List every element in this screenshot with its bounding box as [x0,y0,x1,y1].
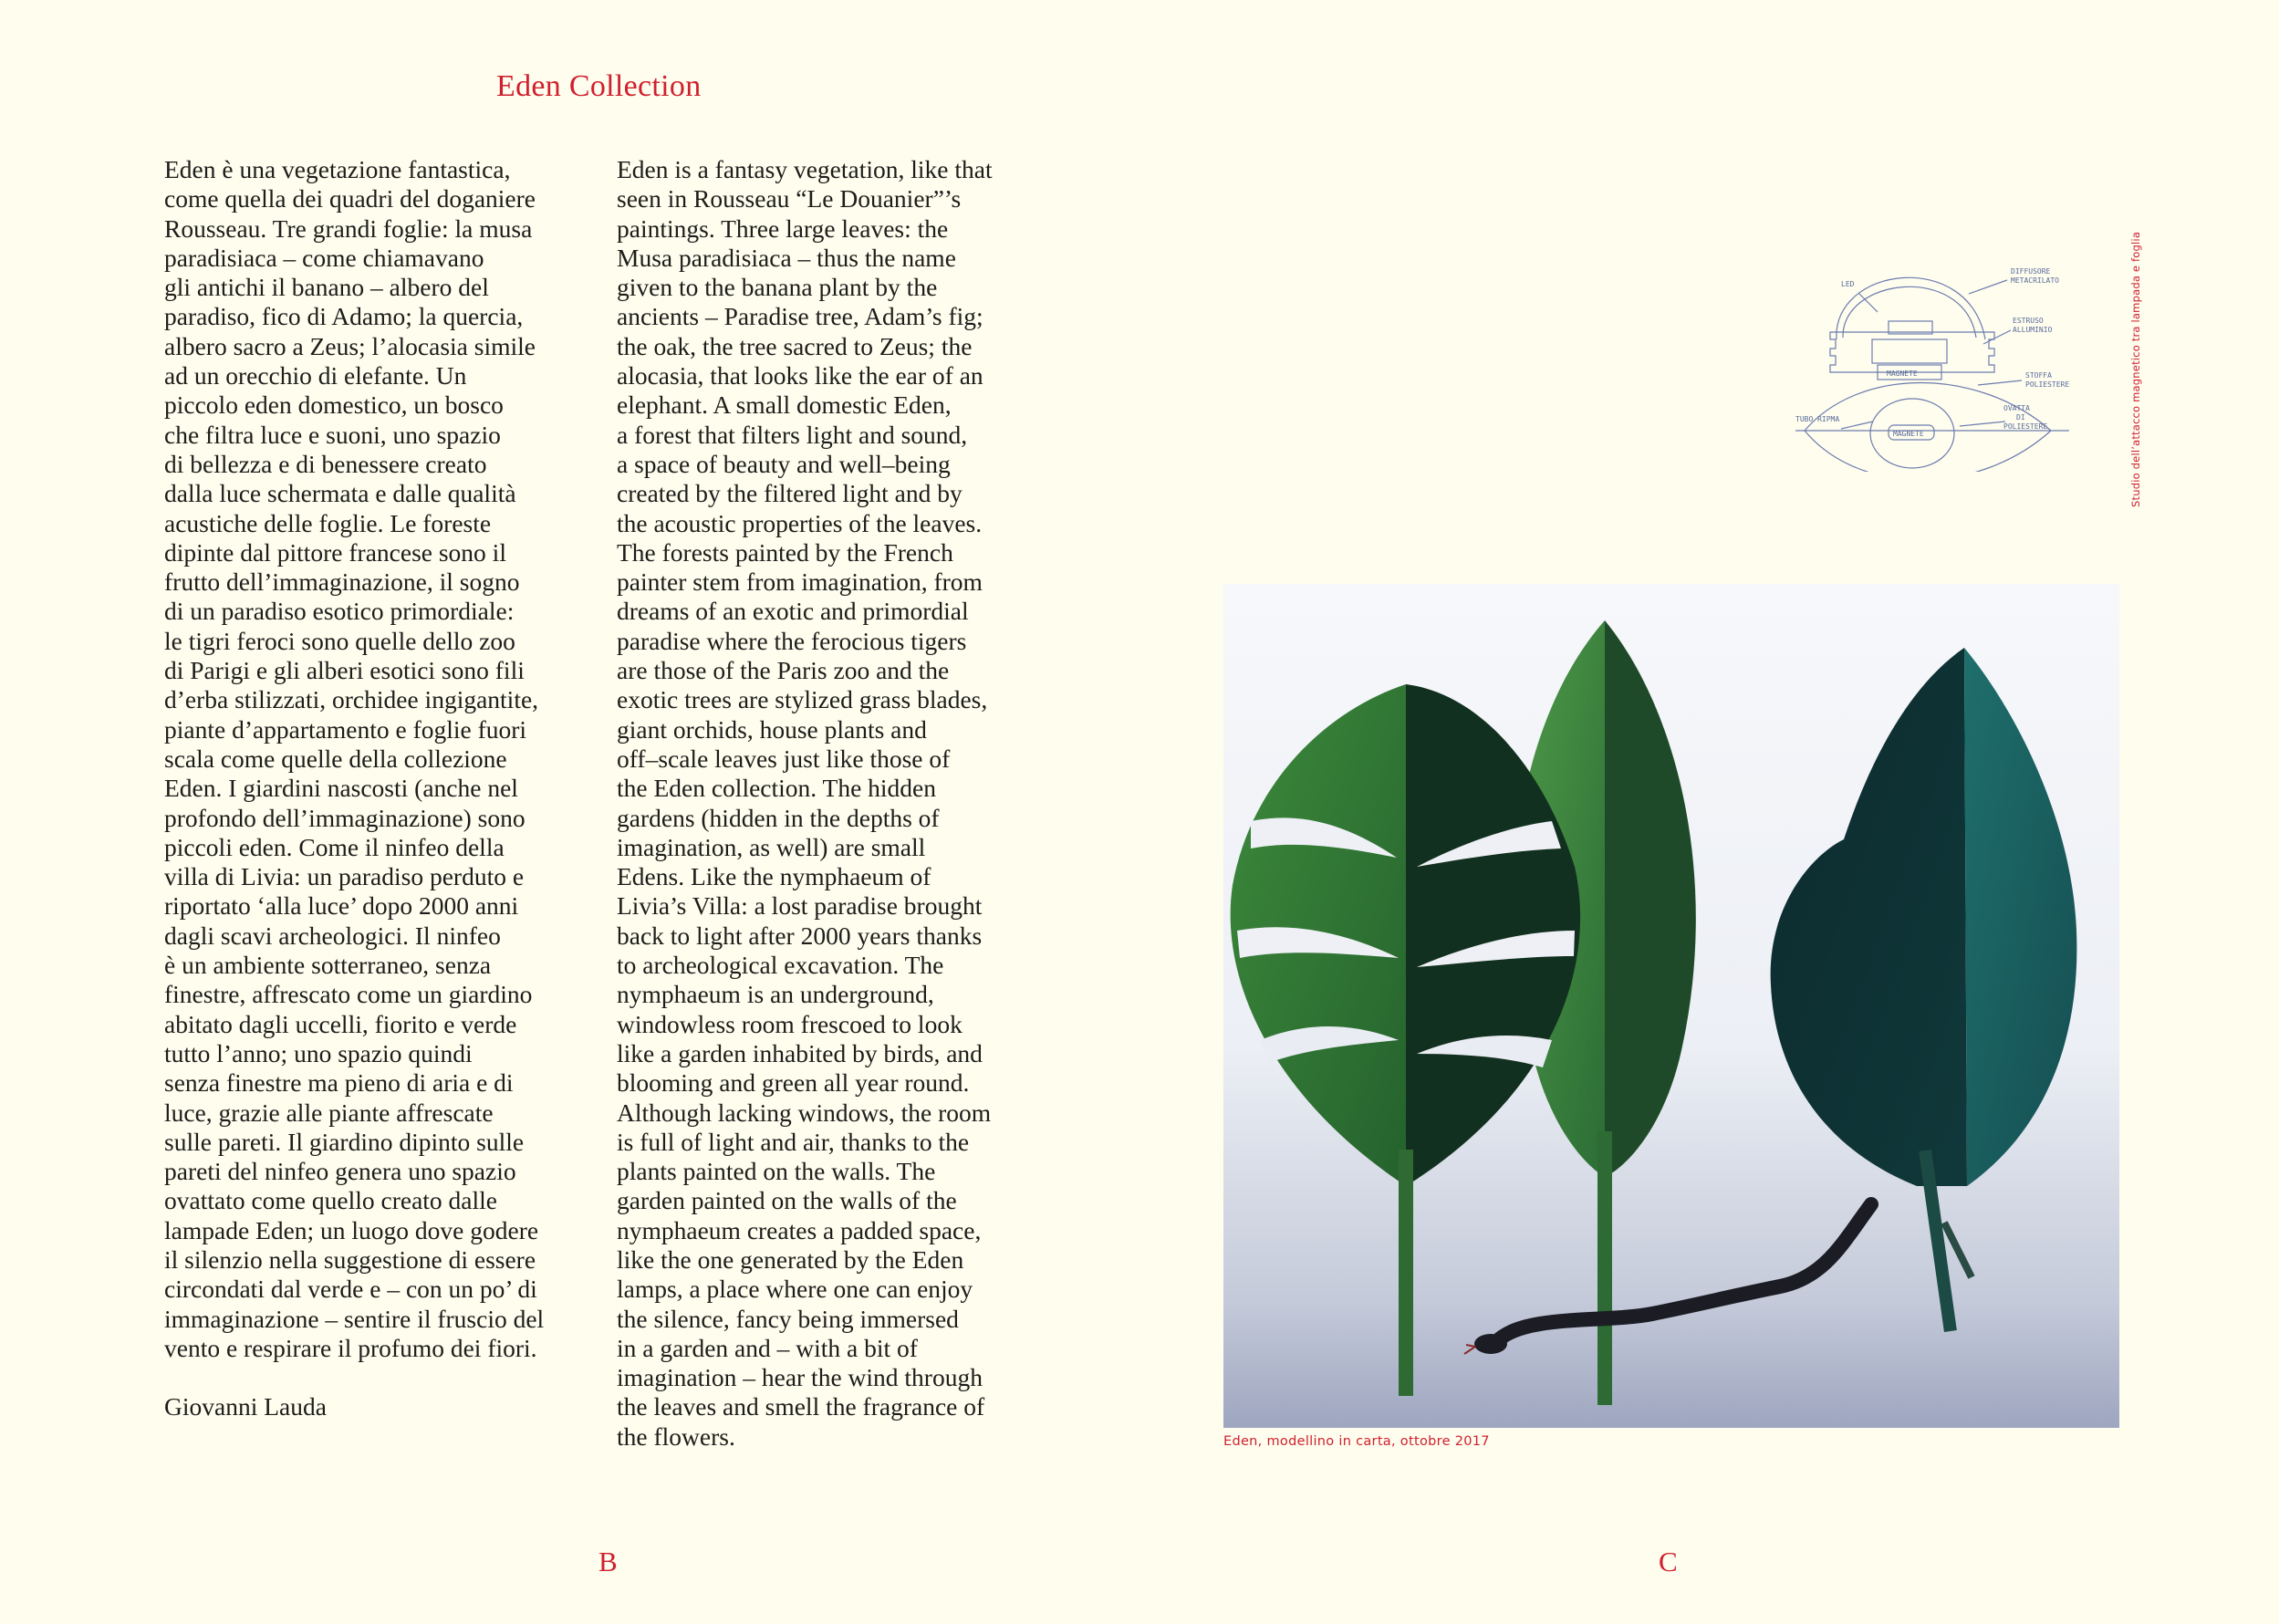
sketch-label-magnete-top: MAGNETE [1887,370,1918,378]
italian-text-line: riportato ‘alla luce’ dopo 2000 anni [164,891,519,921]
sketch-label-magnete-bottom: MAGNETE [1893,430,1924,438]
english-text-line: gardens (hidden in the depths of [617,803,940,832]
english-text-line: paradise where the ferocious tigers [617,626,967,655]
italian-text-line: pareti del ninfeo genera uno spazio [164,1157,516,1186]
italian-text-line: vento e respirare il profumo dei fiori. [164,1333,537,1362]
italian-text-line: le tigri feroci sono quelle dello zoo [164,626,515,655]
english-text-line: to archeological excavation. The [617,951,944,980]
english-text-line: nymphaeum creates a padded space, [617,1215,982,1244]
italian-text-line: dalla luce schermata e dalle qualità [164,479,516,508]
english-text-line: the acoustic properties of the leaves. [617,508,983,537]
english-text-line: like the one generated by the Eden [617,1244,964,1274]
italian-text-line: profondo dell’immaginazione) sono [164,803,526,832]
english-text-line: lamps, a place where one can enjoy [617,1275,973,1304]
english-text-column [617,155,1064,1452]
english-text-line: nymphaeum is an underground, [617,980,934,1009]
sketch-label-poliestere2: POLIESTERE [2003,422,2048,431]
italian-text-line: ad un orecchio di elefante. Un [164,361,467,390]
english-text-line: alocasia, that looks like the ear of an [617,361,983,390]
english-text-line: given to the banana plant by the [617,273,938,302]
page-number-right: C [1659,1546,1678,1577]
italian-text-line: di bellezza e di benessere creato [164,449,487,478]
italian-text-line: luce, grazie alle piante affrescate [164,1098,494,1127]
english-text-line: imagination – hear the wind through [617,1363,983,1392]
english-text-line: created by the filtered light and by [617,479,963,508]
english-text-line: the leaves and smell the fragrance of [617,1392,985,1421]
italian-text-line: gli antichi il banano – albero del [164,273,489,302]
sketch-label-di: DI [2016,413,2025,422]
italian-text-line: di un paradiso esotico primordiale: [164,597,515,626]
english-text-line: the silence, fancy being immersed [617,1304,959,1333]
english-text-line: Musa paradisiaca – thus the name [617,243,956,272]
sketch-label-stoffa: STOFFA [2025,371,2052,380]
sketch-label-ovatta: OVATTA [2003,404,2030,412]
italian-text-line: dagli scavi archeologici. Il ninfeo [164,921,501,950]
italian-text-line: paradiso, fico di Adamo; la quercia, [164,302,524,331]
english-text-line: plants painted on the walls. The [617,1157,936,1186]
english-text-line: paintings. Three large leaves: the [617,213,949,243]
english-text-line: garden painted on the walls of the [617,1186,957,1215]
english-text-line: the Eden collection. The hidden [617,774,937,803]
italian-text-column [164,155,611,1421]
italian-text-line: dipinte dal pittore francese sono il [164,537,506,567]
italian-text-line: Eden è una vegetazione fantastica, [164,155,511,183]
english-text-line: is full of light and air, thanks to the [617,1127,970,1156]
english-text-line: in a garden and – with a bit of [617,1333,918,1362]
italian-text-line: villa di Livia: un paradiso perduto e [164,862,525,891]
english-text-line: Livia’s Villa: a lost paradise brought [617,891,983,921]
italian-text-line: lampade Eden; un luogo dove godere [164,1215,539,1244]
italian-text-line: Rousseau. Tre grandi foglie: la musa [164,213,533,243]
photo-caption: Eden, modellino in carta, ottobre 2017 [1223,1434,1490,1449]
italian-text-line: di Parigi e gli alberi esotici sono fili [164,656,525,685]
english-text-line: seen in Rousseau “Le Douanier”’s [617,184,962,213]
italian-text-line: è un ambiente sotterraneo, senza [164,951,492,980]
italian-text-line: che filtra luce e suoni, uno spazio [164,420,501,449]
page-title: Eden Collection [496,69,702,103]
sketch-label-metacrilato: METACRILATO [2011,276,2059,285]
sketch-label-diffusore: DIFFUSORE [2011,267,2051,276]
english-paragraph [617,155,1064,1452]
english-text-line: a forest that filters light and sound, [617,420,968,449]
english-text-line: the flowers. [617,1421,735,1451]
english-text-line: elephant. A small domestic Eden, [617,390,952,420]
english-text-line: Eden is a fantasy vegetation, like that [617,155,993,183]
english-text-line: like a garden inhabited by birds, and [617,1038,983,1067]
italian-text-line: senza finestre ma pieno di aria e di [164,1068,514,1098]
italian-text-line: Eden. I giardini nascosti (anche nel [164,774,518,803]
author-name: Giovanni Lauda [164,1392,327,1421]
italian-text-line: albero sacro a Zeus; l’alocasia simile [164,331,536,360]
english-text-line: Although lacking windows, the room [617,1098,992,1127]
english-text-line: exotic trees are stylized grass blades, [617,685,988,714]
english-text-line: blooming and green all year round. [617,1068,970,1098]
sketch-label-tubo: TUBO RIPMA [1795,415,1840,423]
italian-text-line: come quella dei quadri del doganiere [164,184,536,213]
italian-text-line: tutto l’anno; uno spazio quindi [164,1038,473,1067]
italian-text-line: acustiche delle foglie. Le foreste [164,508,492,537]
english-text-line: the oak, the tree sacred to Zeus; the [617,331,973,360]
italian-text-line: piccoli eden. Come il ninfeo della [164,832,505,861]
italian-text-line: piccolo eden domestico, un bosco [164,390,504,420]
italian-text-line: finestre, affrescato come un giardino [164,980,533,1009]
english-text-line: ancients – Paradise tree, Adam’s fig; [617,302,983,331]
italian-paragraph [164,155,611,1363]
english-text-line: windowless room frescoed to look [617,1009,963,1038]
english-text-line: The forests painted by the French [617,537,953,567]
english-text-line: are those of the Paris zoo and the [617,656,950,685]
italian-text-line: paradisiaca – come chiamavano [164,243,484,272]
english-text-line: painter stem from imagination, from [617,567,983,597]
english-text-line: back to light after 2000 years thanks [617,921,983,950]
italian-text-line: piante d’appartamento e foglie fuori [164,714,527,744]
sketch-caption: Studio dell’attacco magnetico tra lampada e foglia [2129,231,2142,507]
english-text-line: giant orchids, house plants and [617,714,927,744]
sketch-label-alluminio: ALLUMINIO [2013,326,2053,334]
italian-text-line: frutto dell’immaginazione, il sogno [164,567,520,597]
english-text-line: dreams of an exotic and primordial [617,597,969,626]
italian-text-line: d’erba stilizzati, orchidee ingigantite, [164,685,539,714]
italian-text-line: abitato dagli uccelli, fiorito e verde [164,1009,517,1038]
magnetic-attachment-sketch [1786,230,2069,472]
italian-text-line: immaginazione – sentire il fruscio del [164,1304,545,1333]
italian-text-line: il silenzio nella suggestione di essere [164,1244,536,1274]
eden-paper-model-photo [1223,584,2119,1428]
italian-text-line: circondati dal verde e – con un po’ di [164,1275,537,1304]
page-number-left: B [598,1546,618,1577]
sketch-label-estruso: ESTRUSO [2013,317,2044,325]
sketch-label-led: LED [1841,280,1855,288]
italian-text-line: scala come quelle della collezione [164,744,507,773]
italian-text-line: ovattato come quello creato dalle [164,1186,497,1215]
english-text-line: off–scale leaves just like those of [617,744,951,773]
english-text-line: a space of beauty and well–being [617,449,951,478]
english-text-line: Edens. Like the nymphaeum of [617,862,931,891]
sketch-label-poliestere: POLIESTERE [2025,380,2069,389]
italian-text-line: sulle pareti. Il giardino dipinto sulle [164,1127,525,1156]
english-text-line: imagination, as well) are small [617,832,926,861]
